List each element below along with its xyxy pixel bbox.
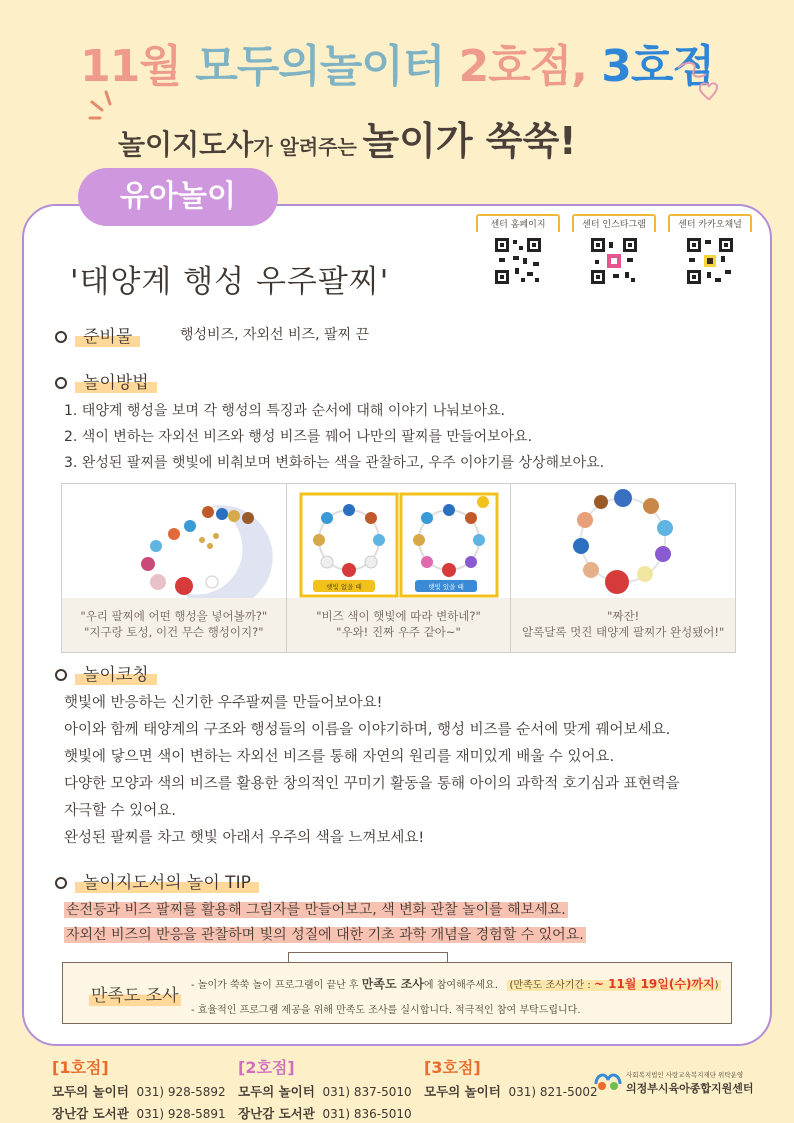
photo-cell <box>62 484 287 652</box>
coaching-text <box>64 690 744 852</box>
branch-place: 장난감 도서관 <box>238 1106 315 1121</box>
coaching-line: 다양한 모양과 색의 비즈를 활용한 창의적인 꾸미기 활동을 통해 아이의 과학적 호기심과 표현력을 <box>64 776 680 792</box>
branch-place: 모두의 놀이터 <box>238 1084 315 1099</box>
section-heading: 놀이지도서의 놀이 TIP <box>75 873 259 893</box>
org-logo <box>592 1068 754 1096</box>
survey-period-end: ) <box>714 980 719 991</box>
section-heading: 준비물 <box>75 327 140 347</box>
branch-heading: [1호점] <box>52 1058 109 1077</box>
prep-items: 행성비즈, 자외선 비즈, 팔찌 끈 <box>180 327 369 343</box>
branch-heading: [3호점] <box>424 1058 481 1077</box>
section-heading: 놀이코칭 <box>75 665 157 685</box>
subheadline-c: 놀이가 쑥쑥! <box>362 119 577 163</box>
bullet-circle-icon <box>55 377 67 389</box>
photo-strip <box>61 483 736 653</box>
method-step: 1. 태양계 행성을 보며 각 행성의 특징과 순서에 대해 이야기 나눠보아요. <box>64 403 505 419</box>
headline-branch3: 3호점 <box>601 41 714 92</box>
org-name: 의정부시육아종합지원센터 <box>626 1082 754 1095</box>
survey-line1-bold: 만족도 조사 <box>361 977 424 991</box>
branch-row <box>238 1104 412 1122</box>
org-logo-icon <box>592 1068 624 1092</box>
photo-caption <box>62 598 286 652</box>
section-heading: 놀이방법 <box>75 373 157 393</box>
caption-line: "짜잔! <box>607 609 640 623</box>
branch-tel: 031) 836-5010 <box>322 1107 412 1121</box>
tips-text <box>64 898 586 948</box>
survey-period-label: (만족도 조사기간 : <box>509 980 594 991</box>
survey-line1-pre: - 놀이가 쑥쑥 놀이 프로그램이 끝난 후 <box>191 980 362 991</box>
qr-code-icon <box>685 236 735 286</box>
branch-tel: 031) 928-5892 <box>136 1085 226 1099</box>
photo-cell <box>287 484 512 652</box>
footer-branch2 <box>238 1055 412 1122</box>
survey-period-value: ~ 11월 19일(수)까지 <box>593 977 715 991</box>
headline-month: 11월 <box>80 41 181 92</box>
survey-title: 만족도 조사 <box>89 981 181 1006</box>
qr-code-icon <box>589 236 639 286</box>
qr-label: 센터 홈페이지 <box>476 214 560 232</box>
section-method <box>55 368 157 393</box>
branch-row <box>52 1104 226 1122</box>
method-steps <box>64 398 604 476</box>
branch-place: 모두의 놀이터 <box>424 1084 501 1099</box>
caption-line: "비즈 색이 햇빛에 따라 변하네?" <box>316 609 481 623</box>
qr-label: 센터 카카오채널 <box>668 214 752 232</box>
survey-box[interactable] <box>62 962 732 1024</box>
subheadline-b: 가 알려주는 <box>253 135 357 159</box>
subheadline-a: 놀이지도사 <box>118 128 254 161</box>
qr-code-icon <box>493 236 543 286</box>
method-step: 2. 색이 변하는 자외선 비즈와 행성 비즈를 꿰어 나만의 팔찌를 만들어보아요. <box>64 429 533 445</box>
bead-moon-image <box>62 484 286 600</box>
tip-line: 자외선 비즈의 반응을 관찰하며 빛의 성질에 대한 기초 과학 개념을 경험할 수 있어요. <box>66 927 584 943</box>
coaching-line: 햇빛에 반응하는 신기한 우주팔찌를 만들어보아요! <box>64 695 383 711</box>
coaching-line: 자극할 수 있어요. <box>64 803 176 819</box>
headline <box>0 30 794 94</box>
survey-period <box>507 977 720 991</box>
photo-caption <box>287 598 511 652</box>
org-small: 사회복지법인 사랑교육복지재단 위탁운영 <box>626 1071 744 1079</box>
photo-tag-nosun: 햇빛 없을 때 <box>325 583 362 591</box>
qr-instagram[interactable] <box>572 214 656 286</box>
coaching-line: 아이와 함께 태양계의 구조와 행성들의 이름을 이야기하며, 행성 비즈를 순서에 맞게 꿰어보세요. <box>64 722 671 738</box>
headline-branch2: 2호점, <box>458 41 587 92</box>
branch-tel: 031) 837-5010 <box>322 1085 412 1099</box>
photo-tag-sun: 햇빛 있을 때 <box>427 583 464 591</box>
category-badge: 유아놀이 <box>78 168 278 226</box>
bracelet-compare-image <box>287 484 511 600</box>
qr-kakao[interactable] <box>668 214 752 286</box>
subheadline <box>118 110 577 165</box>
footer-branch1 <box>52 1055 226 1122</box>
headline-name: 모두의놀이터 <box>195 41 445 92</box>
branch-tel: 031) 928-5891 <box>136 1107 226 1121</box>
squiggle-heart-icon <box>676 56 726 106</box>
tip-line: 손전등과 비즈 팔찌를 활용해 그림자를 만들어보고, 색 변화 관찰 놀이를 해보세요. <box>66 902 566 918</box>
section-tips <box>55 868 259 893</box>
bullet-circle-icon <box>55 669 67 681</box>
bullet-circle-icon <box>55 877 67 889</box>
branch-tel: 031) 821-5002 <box>508 1085 598 1099</box>
caption-line: "우와! 진짜 우주 같아~" <box>336 625 461 639</box>
section-prep <box>55 322 140 347</box>
branch-row <box>424 1082 598 1100</box>
section-coaching <box>55 660 157 685</box>
bullet-circle-icon <box>55 331 67 343</box>
survey-line1-post: 에 참여해주세요. <box>423 980 498 991</box>
photo-caption <box>511 598 735 652</box>
qr-homepage[interactable] <box>476 214 560 286</box>
branch-heading: [2호점] <box>238 1058 295 1077</box>
caption-line: 알록달록 멋진 태양계 팔찌가 완성됐어!" <box>522 625 725 639</box>
branch-row <box>238 1082 412 1100</box>
branch-row <box>52 1082 226 1100</box>
qr-label: 센터 인스타그램 <box>572 214 656 232</box>
footer-branch3 <box>424 1055 598 1100</box>
caption-line: "우리 팔찌에 어떤 행성을 넣어볼까?" <box>80 609 268 623</box>
branch-place: 장난감 도서관 <box>52 1106 129 1121</box>
survey-line2: - 효율적인 프로그램 제공을 위해 만족도 조사를 실시합니다. 적극적인 참여 부탁드립니다. <box>191 1005 581 1016</box>
caption-line: "지구랑 토성, 이건 무슨 행성이지?" <box>84 625 264 639</box>
finished-bracelet-image <box>511 484 735 600</box>
photo-cell <box>511 484 735 652</box>
method-step: 3. 완성된 팔찌를 햇빛에 비춰보며 변화하는 색을 관찰하고, 우주 이야기를 상상해보아요. <box>64 455 605 471</box>
coaching-line: 완성된 팔찌를 차고 햇빛 아래서 우주의 색을 느껴보세요! <box>64 830 425 846</box>
coaching-line: 햇빛에 닿으면 색이 변하는 자외선 비즈를 통해 자연의 원리를 재미있게 배울 수 있어요. <box>64 749 615 765</box>
activity-title: '태양계 행성 우주팔찌' <box>70 264 390 300</box>
survey-line1 <box>191 975 721 992</box>
branch-place: 모두의 놀이터 <box>52 1084 129 1099</box>
